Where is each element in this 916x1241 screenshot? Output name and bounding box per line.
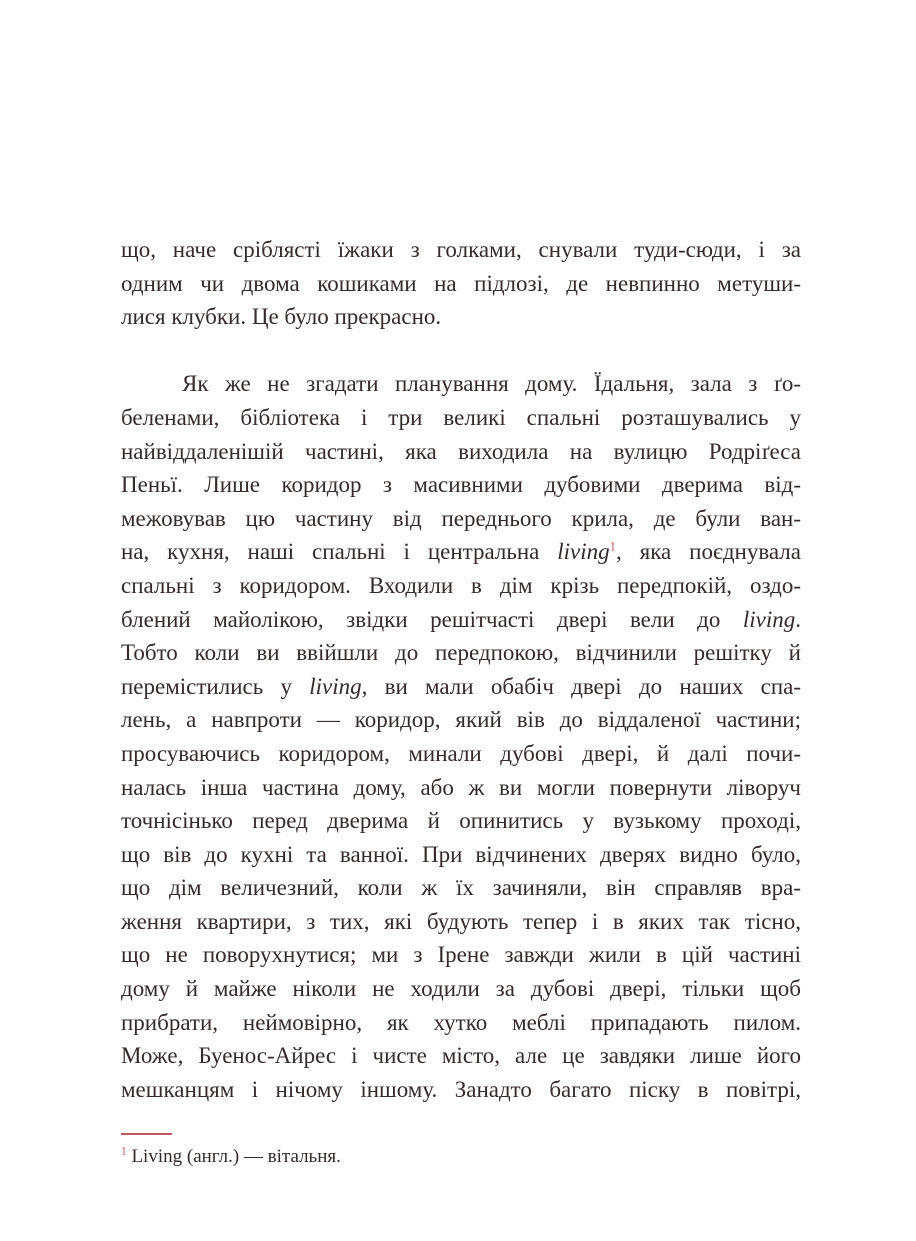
text-line xyxy=(121,871,801,905)
text-line xyxy=(121,535,801,569)
text-line xyxy=(121,468,801,502)
text-line xyxy=(121,938,801,972)
text-run: лень, а навпроти — коридор, який вів до віддаленої частини; xyxy=(121,707,801,733)
paragraph xyxy=(121,233,801,334)
text-run: що не поворухнутися; ми з Ірене завжди жили в цій частині xyxy=(121,942,801,968)
text-run: що, наче сріблясті їжаки з голками, снували туди-сюди, і за xyxy=(121,237,801,262)
text-run: перемістились у xyxy=(121,673,310,699)
footnote xyxy=(121,1133,801,1169)
text-line xyxy=(121,435,801,469)
text-run: лися клубки. Це було прекрасно. xyxy=(121,304,442,330)
italic-loanword: living xyxy=(742,606,796,632)
text-run: спальні з коридором. Входили в дім крізь передпокій, оздо- xyxy=(121,572,801,598)
italic-loanword: living xyxy=(309,673,362,699)
text-line xyxy=(121,771,801,805)
text-line xyxy=(121,636,801,670)
text-line xyxy=(121,367,801,401)
text-line xyxy=(121,603,801,637)
body-text xyxy=(121,233,801,1106)
text-run: . xyxy=(795,606,801,632)
text-run: мешканцям і нічому іншому. Занадто багато піску в повітрі, xyxy=(121,1076,801,1102)
text-run: беленами, бібліотека і три великі спальні розташувались у xyxy=(121,404,801,430)
text-run: одним чи двома кошиками на підлозі, де невпинно метуши- xyxy=(121,270,801,296)
text-run: що вів до кухні та ванної. При відчинених дверях видно було, xyxy=(121,841,801,867)
text-line xyxy=(121,703,801,737)
text-run: прибрати, неймовірно, як хутко меблі припадають пилом. xyxy=(121,1009,801,1035)
text-line xyxy=(121,1006,801,1040)
text-line xyxy=(121,401,801,435)
text-run: Living (англ.) — вітальня. xyxy=(126,1146,341,1167)
text-run: точнісінько перед дверима й опинитись у вузькому проході, xyxy=(121,808,801,834)
text-run: найвіддаленішій частині, яка виходила на вулицю Родріґеса xyxy=(121,438,801,464)
text-line xyxy=(121,502,801,536)
text-line xyxy=(121,737,801,771)
text-run: що дім величезний, коли ж їх зачиняли, він справляв вра- xyxy=(121,875,801,901)
text-line xyxy=(121,233,801,267)
text-run: дому й майже ніколи не ходили за дубові двері, тільки щоб xyxy=(121,976,801,1002)
text-line xyxy=(121,1073,801,1107)
text-run: Тобто коли ви ввійшли до передпокою, відчинили решітку й xyxy=(121,640,801,666)
text-line xyxy=(121,267,801,301)
text-line xyxy=(121,300,801,334)
text-run: налась інша частина дому, або ж ви могли повернути ліворуч xyxy=(121,774,801,800)
text-run: межовував цю частину від переднього крила, де були ван- xyxy=(121,505,801,531)
text-run: ження квартири, з тих, які будують тепер і в яких так тісно, xyxy=(121,908,801,934)
text-run: просуваючись коридором, минали дубові двері, й далі почи- xyxy=(121,740,801,766)
text-line xyxy=(121,1039,801,1073)
text-run: , яка поєднувала xyxy=(615,539,801,565)
text-line xyxy=(121,670,801,704)
paragraph xyxy=(121,367,801,1106)
text-run: , ви мали обабіч двері до наших спа- xyxy=(361,673,801,699)
text-line xyxy=(121,804,801,838)
text-line xyxy=(121,972,801,1006)
text-run: Пеньї. Лише коридор з масивними дубовими дверима від- xyxy=(121,472,801,498)
text-run: блений майолікою, звідки решітчасті двері вели до xyxy=(121,606,743,632)
text-run: Як же не згадати планування дому. Їдальня, зала з ґо- xyxy=(182,371,801,397)
footnote-ref-marker: 1 xyxy=(609,539,616,554)
italic-loanword: living xyxy=(557,539,610,565)
text-run: Може, Буенос-Айрес і чисте місто, але це завдяки лише його xyxy=(121,1043,801,1069)
footnote-text xyxy=(121,1144,801,1169)
footnote-rule xyxy=(121,1133,172,1135)
footnote-ref-marker: 1 xyxy=(121,1145,127,1158)
text-line xyxy=(121,838,801,872)
text-line xyxy=(121,569,801,603)
text-line xyxy=(121,905,801,939)
text-run: на, кухня, наші спальні і центральна xyxy=(121,539,558,565)
